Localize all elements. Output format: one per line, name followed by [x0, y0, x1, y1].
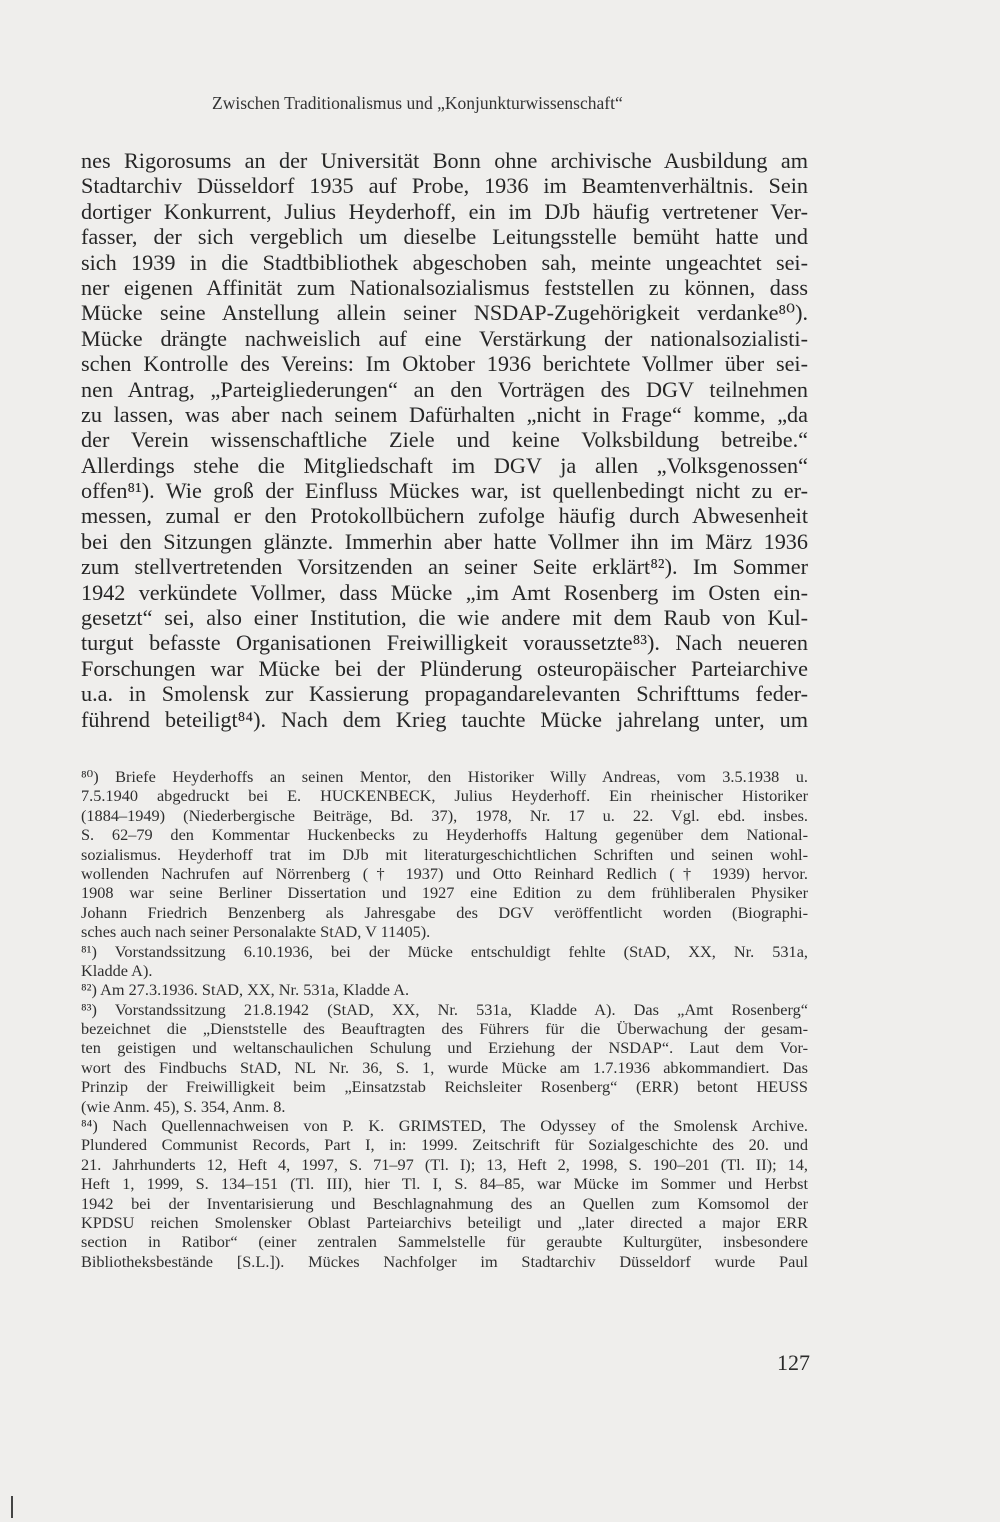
body-line: offen⁸¹). Wie groß der Einfluss Mückes war, ist quellenbedingt nicht zu er- — [81, 478, 808, 504]
footnote-line: ⁸²) Am 27.3.1936. StAD, XX, Nr. 531a, Kladde A. — [81, 980, 410, 1000]
margin-mark — [11, 1496, 13, 1518]
body-line: führend beteiligt⁸⁴). Nach dem Krieg tauchte Mücke jahrelang unter, um — [81, 706, 808, 732]
footnote-line: Johann Friedrich Benzenberg als Jahresgabe des DGV veröffentlicht worden (Biographi- — [81, 902, 808, 922]
body-line: der Verein wissenschaftliche Ziele und keine Volksbildung betreibe.“ — [81, 427, 808, 453]
body-line: bei den Sitzungen glänzte. Immerhin aber hatte Vollmer ihn im März 1936 — [81, 528, 808, 554]
body-line: ner eigenen Affinität zum Nationalsozialismus feststellen zu können, dass — [81, 274, 808, 300]
footnote-line: S. 62–79 den Kommentar Huckenbecks zu Heyderhoffs Haltung gegenüber dem National- — [81, 825, 808, 845]
footnote-line: sozialismus. Heyderhoff trat im DJb mit literaturgeschichtlichen Schriften und seinen wohl- — [81, 844, 808, 864]
footnote-line: (1884–1949) (Niederbergische Beiträge, Bd. 37), 1978, Nr. 17 u. 22. Vgl. ebd. insbes. — [81, 805, 808, 825]
body-line: zu lassen, was aber nach seinem Dafürhalten „nicht in Frage“ komme, „da — [81, 401, 808, 427]
body-text — [81, 148, 808, 732]
body-line: Allerdings stehe die Mitgliedschaft im DGV ja allen „Volksgenossen“ — [81, 452, 808, 478]
footnote-line: 21. Jahrhunderts 12, Heft 4, 1997, S. 71–97 (Tl. I); 13, Heft 2, 1998, S. 190–201 (Tl. II); 14, — [81, 1154, 808, 1174]
body-line: Stadtarchiv Düsseldorf 1935 auf Probe, 1936 im Beamtenverhältnis. Sein — [81, 173, 808, 199]
footnote-line: KPDSU reichen Smolensker Oblast Parteiarchivs beteiligt und „later directed a major ERR — [81, 1212, 808, 1232]
body-line: nes Rigorosums an der Universität Bonn ohne archivische Ausbildung am — [81, 148, 808, 173]
body-line: dortiger Konkurrent, Julius Heyderhoff, ein im DJb häufig vertretener Ver- — [81, 198, 808, 224]
body-line: u.a. in Smolensk zur Kassierung propagandarelevanten Schrifttums feder- — [81, 681, 808, 707]
body-line: gesetzt“ sei, also einer Institution, die wie andere mit dem Raub von Kul- — [81, 605, 808, 631]
footnote-line: 7.5.1940 abgedruckt bei E. HUCKENBECK, Julius Heyderhoff. Ein rheinischer Historiker — [81, 786, 808, 806]
body-line: 1942 verkündete Vollmer, dass Mücke „im Amt Rosenberg im Osten ein- — [81, 579, 808, 605]
footnote-line: ⁸⁰) Briefe Heyderhoffs an seinen Mentor, den Historiker Willy Andreas, vom 3.5.1938 u. — [81, 767, 808, 786]
footnote-line: ⁸³) Vorstandssitzung 21.8.1942 (StAD, XX, Nr. 531a, Kladde A). Das „Amt Rosenberg“ — [81, 999, 808, 1019]
running-head: Zwischen Traditionalismus und „Konjunkturwissenschaft“ — [212, 93, 623, 113]
page-number: 127 — [777, 1350, 810, 1375]
footnote-line: Bibliotheksbestände [S.L.]). Mückes Nachfolger im Stadtarchiv Düsseldorf wurde Paul — [81, 1251, 808, 1271]
footnote-line: Heft 1, 1999, S. 134–151 (Tl. III), hier Tl. I, S. 84–85, war Mücke im Sommer und Herbst — [81, 1174, 808, 1194]
footnote-line: ten geistigen und weltanschaulichen Schulung und Erziehung der NSDAP“. Laut dem Vor- — [81, 1038, 808, 1058]
body-line: zum stellvertretenden Vorsitzenden an seiner Seite erklärt⁸²). Im Sommer — [81, 554, 808, 580]
footnote-line: 1942 bei der Inventarisierung und Beschlagnahmung des an Quellen zum Komsomol der — [81, 1193, 808, 1213]
footnote-line: bezeichnet die „Dienststelle des Beauftragten des Führers für die Überwachung der gesam- — [81, 1019, 808, 1039]
footnote-line: Kladde A). — [81, 960, 153, 980]
footnote-line: (wie Anm. 45), S. 354, Anm. 8. — [81, 1096, 286, 1116]
footnote-line: ⁸⁴) Nach Quellennachweisen von P. K. GRIMSTED, The Odyssey of the Smolensk Archive. — [81, 1116, 808, 1136]
footnotes — [81, 767, 808, 1271]
body-line: schen Kontrolle des Vereins: Im Oktober 1936 berichtete Vollmer über sei- — [81, 351, 808, 377]
body-line: nen Antrag, „Parteigliederungen“ an den Vorträgen des DGV teilnehmen — [81, 376, 808, 402]
footnote-line: Plundered Communist Records, Part I, in: 1999. Zeitschrift für Sozialgeschichte des 20. und — [81, 1135, 808, 1155]
body-line: messen, zumal er den Protokollbüchern zufolge häufig durch Abwesenheit — [81, 503, 808, 529]
body-line: Forschungen war Mücke bei der Plünderung osteuropäischer Parteiarchive — [81, 655, 808, 681]
footnote-line: Prinzip der Freiwilligkeit beim „Einsatzstab Reichsleiter Rosenberg“ (ERR) betont HEUSS — [81, 1077, 808, 1097]
footnote-line: section in Ratibor“ (einer zentralen Sammelstelle für geraubte Kulturgüter, insbesondere — [81, 1232, 808, 1252]
body-line: Mücke seine Anstellung allein seiner NSDAP-Zugehörigkeit verdanke⁸⁰). — [81, 300, 808, 326]
body-line: fasser, der sich vergeblich um dieselbe Leitungsstelle bemüht hatte und — [81, 224, 808, 250]
footnote-line: wort des Findbuchs StAD, NL Nr. 36, S. 1, wurde Mücke am 1.7.1936 abkommandiert. Das — [81, 1057, 808, 1077]
footnote-line: wollenden Nachrufen auf Nörrenberg († 1937) und Otto Reinhard Redlich († 1939) hervor. — [81, 863, 808, 883]
footnote-line: sches auch nach seiner Personalakte StAD, V 11405). — [81, 922, 431, 942]
body-line: sich 1939 in die Stadtbibliothek abgeschoben sah, meinte ungeachtet sei- — [81, 249, 808, 275]
body-line: turgut befasste Organisationen Freiwilligkeit voraussetzte⁸³). Nach neueren — [81, 630, 808, 656]
footnote-line: ⁸¹) Vorstandssitzung 6.10.1936, bei der Mücke entschuldigt fehlte (StAD, XX, Nr. 531a, — [81, 941, 808, 961]
footnote-line: 1908 war seine Berliner Dissertation und 1927 eine Edition zu dem frühliberalen Physiker — [81, 883, 808, 903]
body-line: Mücke drängte nachweislich auf eine Verstärkung der nationalsozialisti- — [81, 325, 808, 351]
